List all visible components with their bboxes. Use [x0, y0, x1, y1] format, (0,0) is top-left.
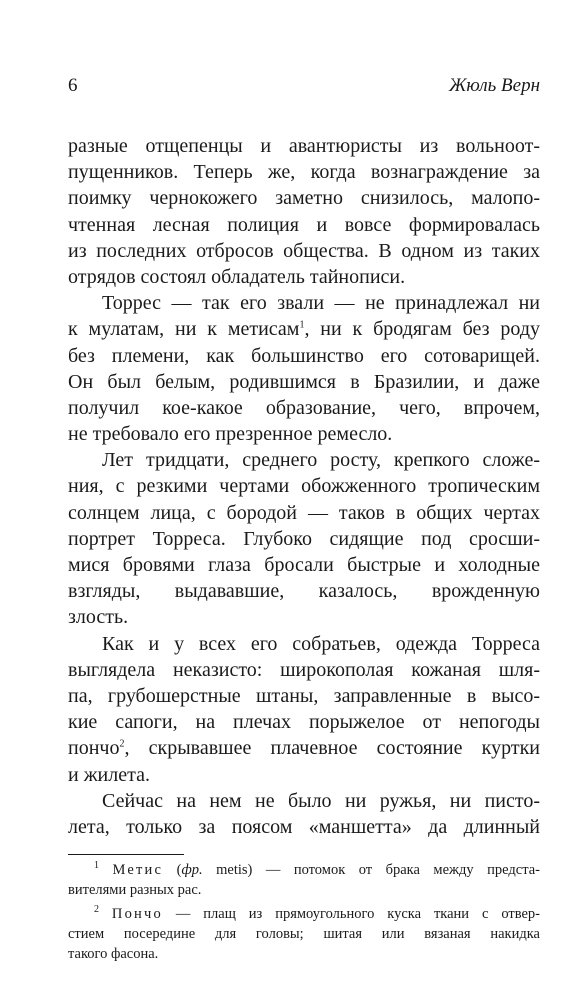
text-line: поимку чернокожего заметно снизилось, малопо-	[68, 187, 540, 210]
footnote-2	[68, 904, 540, 924]
footnote-divider	[68, 854, 184, 855]
footnote-ref-2: 2	[119, 738, 125, 750]
text-line: кие сапоги, на плечах порыжелое от непогоды	[68, 711, 540, 734]
footnote-1-continuation: вителями разных рас.	[68, 882, 202, 898]
footnote-2-continuation: такого фасона.	[68, 946, 159, 962]
text-line: солнцем лица, с бородой — таков в общих чертах	[68, 501, 540, 524]
main-text	[68, 133, 540, 840]
text-line-with-footnote-ref	[68, 735, 540, 761]
text-line: без племени, как большинство его сотоварищей.	[68, 344, 540, 367]
text-line: Как и у всех его собратьев, одежда Торреса	[102, 632, 540, 655]
footnote-2-continuation: стием посередине для головы; шитая или вязаная накидка	[68, 926, 540, 942]
text-line: мися бровями глаза бросали быстрые и холодные	[68, 554, 540, 576]
text-line: Торрес — так его звали — не принадлежал ни	[102, 292, 540, 315]
footnote-text: — плащ из прямоугольного куска ткани с отвер-	[162, 906, 540, 922]
text-line: выглядела неказисто: широкополая кожаная шля-	[68, 658, 540, 681]
text-line: отрядов состоял обладатель тайнописи.	[68, 265, 406, 288]
footnote-abbreviation: фр.	[181, 862, 203, 878]
text-line: разные отщепенцы и авантюристы из вольноот-	[68, 135, 540, 157]
footnotes	[68, 860, 540, 964]
text-line: из последних отбросов общества. В одном из таких	[68, 239, 540, 262]
footnote-term: Пончо	[111, 906, 163, 922]
text-line: пущенников. Теперь же, когда вознаграждение за	[68, 161, 540, 184]
text-line: ния, с резкими чертами обожженного тропическим	[68, 475, 540, 498]
footnote-marker: 1	[94, 860, 99, 872]
text-fragment: , ни к бродягам без роду	[304, 318, 540, 341]
text-line: лета, только за поясом «маншетта» да длинный	[68, 815, 540, 838]
text-line: получил кое-какое образование, чего, впрочем,	[68, 396, 540, 419]
text-line: злость.	[68, 606, 129, 629]
text-line: чтенная лесная полиция и вовсе формировалась	[68, 213, 540, 236]
text-line-with-footnote-ref	[68, 316, 540, 342]
footnote-text: metis) — потомок от брака между предста-	[202, 862, 540, 878]
text-line: Лет тридцати, среднего росту, крепкого сложе-	[102, 449, 540, 472]
text-line: Сейчас на нем не было ни ружья, ни писто-	[102, 789, 540, 812]
text-fragment: к мулатам, ни к метисам	[68, 318, 300, 341]
text-line: не требовало его презренное ремесло.	[68, 423, 393, 446]
text-line: па, грубошерстные штаны, заправленные в высо-	[68, 684, 540, 707]
page-header	[68, 73, 540, 99]
text-line: взгляды, выдававшие, казалось, врожденную	[68, 580, 540, 603]
text-line: портрет Торреса. Глубоко сидящие под сросши-	[68, 527, 540, 550]
text-line: Он был белым, родившимся в Бразилии, и даже	[68, 370, 540, 393]
footnote-1	[68, 860, 540, 880]
footnote-term: Метис	[112, 862, 164, 878]
footnote-ref-1: 1	[299, 319, 305, 331]
text-fragment: пончо	[68, 737, 120, 760]
text-fragment: , скрывавшее плачевное состояние куртки	[124, 737, 540, 760]
footnote-marker: 2	[94, 904, 99, 916]
footnote-text: (	[163, 862, 182, 878]
text-line: и жилета.	[68, 763, 150, 786]
running-head-author: Жюль Верн	[449, 75, 540, 96]
page-number: 6	[68, 75, 78, 96]
